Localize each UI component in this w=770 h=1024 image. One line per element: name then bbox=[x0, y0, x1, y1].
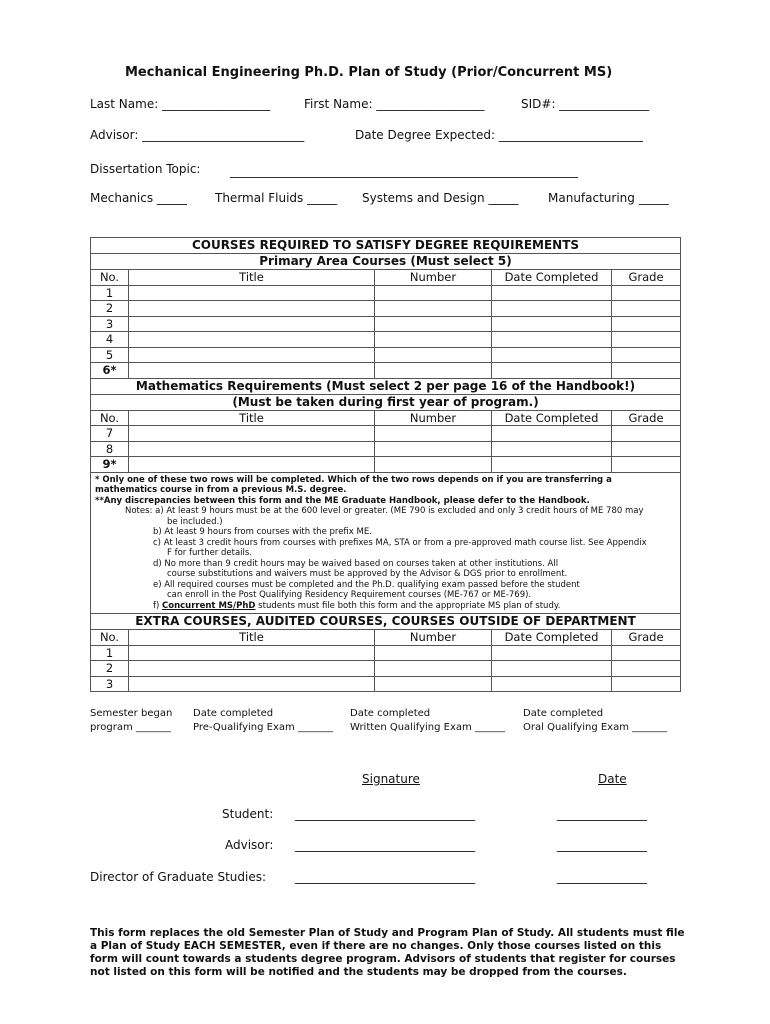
note-d: d) No more than 9 credit hours may be waived based on courses taken at other institutions. All bbox=[153, 558, 559, 569]
date-cell[interactable] bbox=[492, 285, 612, 301]
grade-cell[interactable] bbox=[612, 457, 681, 473]
col-no: No. bbox=[91, 410, 129, 426]
dissertation-label: Dissertation Topic: bbox=[90, 162, 201, 176]
area-thermal-fluids[interactable]: Thermal Fluids _____ bbox=[215, 191, 338, 205]
title-cell[interactable] bbox=[129, 426, 375, 442]
table-row bbox=[91, 363, 681, 379]
table-row bbox=[91, 426, 681, 442]
row-no: 3 bbox=[91, 316, 129, 332]
last-name-field[interactable]: Last Name: __________________ bbox=[90, 97, 271, 111]
grade-cell[interactable] bbox=[612, 676, 681, 692]
table-row bbox=[91, 301, 681, 317]
date-cell[interactable] bbox=[492, 645, 612, 661]
grade-cell[interactable] bbox=[612, 363, 681, 379]
title-cell[interactable] bbox=[129, 661, 375, 677]
date-degree-field[interactable]: Date Degree Expected: ________________________ bbox=[355, 128, 643, 142]
title-cell[interactable] bbox=[129, 441, 375, 457]
advisor-field[interactable]: Advisor: ___________________________ bbox=[90, 128, 305, 142]
col-number: Number bbox=[375, 270, 492, 286]
number-cell[interactable] bbox=[375, 441, 492, 457]
area-mechanics[interactable]: Mechanics _____ bbox=[90, 191, 187, 205]
oral-qual-field[interactable]: Oral Qualifying Exam _______ bbox=[523, 722, 668, 733]
note-f-rest: students must file both this form and the appropriate MS plan of study. bbox=[255, 600, 561, 611]
student-date-line[interactable]: _______________ bbox=[557, 807, 647, 821]
col-number: Number bbox=[375, 630, 492, 646]
director-date-line[interactable]: _______________ bbox=[557, 870, 647, 884]
student-label: Student: bbox=[222, 807, 274, 821]
col-grade: Grade bbox=[612, 630, 681, 646]
table-row bbox=[91, 676, 681, 692]
number-cell[interactable] bbox=[375, 316, 492, 332]
note-f-bold: Concurrent MS/PhD bbox=[162, 600, 256, 611]
column-headers bbox=[91, 630, 681, 646]
table-row bbox=[91, 441, 681, 457]
title-cell[interactable] bbox=[129, 457, 375, 473]
row-no: 8 bbox=[91, 441, 129, 457]
number-cell[interactable] bbox=[375, 676, 492, 692]
date-cell[interactable] bbox=[492, 676, 612, 692]
written-qual-label: Date completed bbox=[350, 708, 431, 719]
primary-heading: Primary Area Courses (Must select 5) bbox=[91, 254, 681, 270]
note-b: b) At least 9 hours from courses with the prefix ME. bbox=[153, 527, 372, 537]
advisor-date-line[interactable]: _______________ bbox=[557, 838, 647, 852]
row-no: 5 bbox=[91, 347, 129, 363]
col-grade: Grade bbox=[612, 410, 681, 426]
dissertation-field[interactable]: __________________________________________________________ bbox=[230, 164, 578, 178]
date-cell[interactable] bbox=[492, 441, 612, 457]
col-title: Title bbox=[129, 630, 375, 646]
date-cell[interactable] bbox=[492, 457, 612, 473]
row-no: 1 bbox=[91, 645, 129, 661]
grade-cell[interactable] bbox=[612, 332, 681, 348]
semester-began-label: Semester began bbox=[90, 708, 173, 719]
advisor-signature-line[interactable]: ______________________________ bbox=[295, 838, 475, 852]
table-row bbox=[91, 285, 681, 301]
number-cell[interactable] bbox=[375, 363, 492, 379]
director-signature-line[interactable]: ______________________________ bbox=[295, 870, 475, 884]
title-cell[interactable] bbox=[129, 332, 375, 348]
written-qual-field[interactable]: Written Qualifying Exam ______ bbox=[350, 722, 505, 733]
oral-qual-label: Date completed bbox=[523, 708, 604, 719]
director-label: Director of Graduate Studies: bbox=[90, 870, 267, 884]
grade-cell[interactable] bbox=[612, 285, 681, 301]
grade-cell[interactable] bbox=[612, 301, 681, 317]
table-row bbox=[91, 316, 681, 332]
row-no: 9* bbox=[91, 457, 129, 473]
column-headers bbox=[91, 410, 681, 426]
note-f bbox=[95, 601, 676, 612]
note-f-prefix: f) bbox=[153, 600, 163, 611]
title-cell[interactable] bbox=[129, 316, 375, 332]
note-star1: * Only one of these two rows will be completed. Which of the two rows depends on if you are transferring a mathematics course in from a previous M.S. degree. bbox=[95, 474, 612, 495]
col-date: Date Completed bbox=[492, 630, 612, 646]
note-a: Notes: a) At least 9 hours must be at the 600 level or greater. (ME 790 is excluded and only 3 credit hours of ME 780 may bbox=[125, 506, 644, 516]
table-row bbox=[91, 645, 681, 661]
note-e: e) All required courses must be completed and the Ph.D. qualifying exam passed before the student bbox=[153, 579, 580, 590]
note-c: c) At least 3 credit hours from courses with prefixes MA, STA or from a pre-approved math course list. See Appendix bbox=[153, 537, 647, 548]
courses-table bbox=[90, 237, 681, 692]
grade-cell[interactable] bbox=[612, 661, 681, 677]
title-cell[interactable] bbox=[129, 363, 375, 379]
pre-qual-label: Date completed bbox=[193, 708, 274, 719]
grade-cell[interactable] bbox=[612, 441, 681, 457]
table-row bbox=[91, 347, 681, 363]
area-systems-design[interactable]: Systems and Design _____ bbox=[362, 191, 519, 205]
date-cell[interactable] bbox=[492, 347, 612, 363]
col-no: No. bbox=[91, 630, 129, 646]
note-star2: **Any discrepancies between this form and the ME Graduate Handbook, please defer to the Handbook. bbox=[95, 495, 590, 506]
page-title: Mechanical Engineering Ph.D. Plan of Study (Prior/Concurrent MS) bbox=[125, 65, 613, 80]
col-title: Title bbox=[129, 410, 375, 426]
grade-cell[interactable] bbox=[612, 316, 681, 332]
table-row bbox=[91, 332, 681, 348]
col-title: Title bbox=[129, 270, 375, 286]
student-signature-line[interactable]: ______________________________ bbox=[295, 807, 475, 821]
math-heading-1: Mathematics Requirements (Must select 2 per page 16 of the Handbook!) bbox=[91, 378, 681, 394]
number-cell[interactable] bbox=[375, 457, 492, 473]
note-c2: F for further details. bbox=[167, 548, 253, 558]
title-cell[interactable] bbox=[129, 645, 375, 661]
title-cell[interactable] bbox=[129, 301, 375, 317]
note-a2: be included.) bbox=[167, 516, 223, 527]
date-cell[interactable] bbox=[492, 316, 612, 332]
row-no: 6* bbox=[91, 363, 129, 379]
row-no: 1 bbox=[91, 285, 129, 301]
date-cell[interactable] bbox=[492, 301, 612, 317]
row-no: 4 bbox=[91, 332, 129, 348]
row-no: 2 bbox=[91, 301, 129, 317]
courses-heading: COURSES REQUIRED TO SATISFY DEGREE REQUIREMENTS bbox=[91, 238, 681, 254]
col-number: Number bbox=[375, 410, 492, 426]
pre-qual-field[interactable]: Pre-Qualifying Exam _______ bbox=[193, 722, 333, 733]
grade-cell[interactable] bbox=[612, 347, 681, 363]
math-heading-2: (Must be taken during first year of program.) bbox=[91, 394, 681, 410]
number-cell[interactable] bbox=[375, 645, 492, 661]
date-cell[interactable] bbox=[492, 661, 612, 677]
col-date: Date Completed bbox=[492, 410, 612, 426]
title-cell[interactable] bbox=[129, 676, 375, 692]
row-no: 7 bbox=[91, 426, 129, 442]
number-cell[interactable] bbox=[375, 332, 492, 348]
table-row bbox=[91, 661, 681, 677]
number-cell[interactable] bbox=[375, 347, 492, 363]
extra-heading: EXTRA COURSES, AUDITED COURSES, COURSES OUTSIDE OF DEPARTMENT bbox=[91, 614, 681, 630]
row-no: 2 bbox=[91, 661, 129, 677]
date-cell[interactable] bbox=[492, 363, 612, 379]
number-cell[interactable] bbox=[375, 285, 492, 301]
grade-cell[interactable] bbox=[612, 645, 681, 661]
semester-began-field[interactable]: program _______ bbox=[90, 722, 171, 733]
note-e2: can enroll in the Post Qualifying Residency Requirement courses (ME-767 or ME-769). bbox=[167, 590, 532, 600]
area-manufacturing[interactable]: Manufacturing _____ bbox=[548, 191, 669, 205]
table-row bbox=[91, 457, 681, 473]
col-no: No. bbox=[91, 270, 129, 286]
grade-cell[interactable] bbox=[612, 426, 681, 442]
number-cell[interactable] bbox=[375, 426, 492, 442]
number-cell[interactable] bbox=[375, 661, 492, 677]
col-date: Date Completed bbox=[492, 270, 612, 286]
note-d2: course substitutions and waivers must be approved by the Advisor & DGS prior to enrollment. bbox=[167, 569, 568, 579]
sid-field[interactable]: SID#: _______________ bbox=[521, 97, 650, 111]
number-cell[interactable] bbox=[375, 301, 492, 317]
first-name-field[interactable]: First Name: __________________ bbox=[304, 97, 485, 111]
date-cell[interactable] bbox=[492, 426, 612, 442]
date-cell[interactable] bbox=[492, 332, 612, 348]
title-cell[interactable] bbox=[129, 347, 375, 363]
col-grade: Grade bbox=[612, 270, 681, 286]
date-header: Date bbox=[598, 772, 627, 786]
notes-block bbox=[91, 472, 681, 614]
footer-note: This form replaces the old Semester Plan of Study and Program Plan of Study. All students must file a Plan of Study EACH SEMESTER, even if there are no changes. Only those courses listed on this form will count towards a students degree program. Advisors of students that register for courses not listed on this form will be notified and the students may be dropped from the courses. bbox=[90, 927, 685, 978]
signature-header: Signature bbox=[362, 772, 420, 786]
row-no: 3 bbox=[91, 676, 129, 692]
title-cell[interactable] bbox=[129, 285, 375, 301]
advisor-label: Advisor: bbox=[225, 838, 274, 852]
column-headers bbox=[91, 270, 681, 286]
